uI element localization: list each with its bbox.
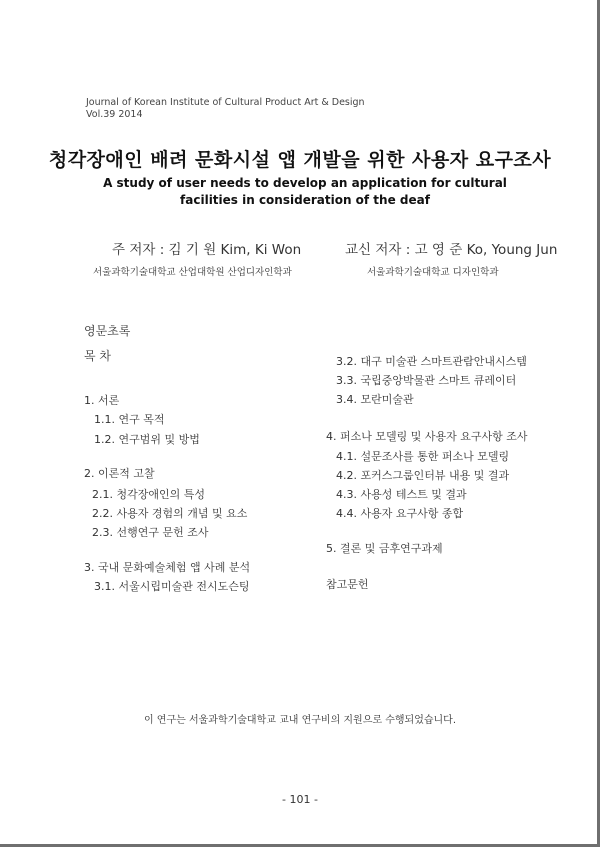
toc-item: 3.2. 대구 미술관 스마트관람안내시스템 <box>336 355 527 368</box>
toc-item: 3. 국내 문화예술체험 앱 사례 분석 <box>84 561 251 574</box>
toc-item: 4. 퍼소나 모델링 및 사용자 요구사항 조사 <box>326 430 528 443</box>
toc-item: 2. 이론적 고찰 <box>84 467 155 480</box>
toc-item: 참고문헌 <box>326 578 369 591</box>
toc-item: 1.1. 연구 목적 <box>94 413 165 426</box>
corresponding-author: 교신 저자 : 고 영 준 Ko, Young Jun <box>345 242 558 258</box>
page-number: - 101 - <box>282 793 318 806</box>
journal-volume: Vol.39 2014 <box>86 109 143 120</box>
toc-item: 3.4. 모란미술관 <box>336 393 414 406</box>
toc-item: 1. 서론 <box>84 394 120 407</box>
toc-item: 4.4. 사용자 요구사항 종합 <box>336 507 464 520</box>
toc-item: 4.2. 포커스그룹인터뷰 내용 및 결과 <box>336 469 510 482</box>
journal-name: Journal of Korean Institute of Cultural Product Art & Design <box>86 97 365 108</box>
toc-item: 3.3. 국립중앙박물관 스마트 큐레이터 <box>336 374 517 387</box>
main-author-affiliation: 서울과학기술대학교 산업대학원 산업디자인학과 <box>93 267 292 278</box>
abstract-label: 영문초록 <box>84 324 131 338</box>
toc-item: 2.1. 청각장애인의 특성 <box>92 488 205 501</box>
toc-right-column <box>326 348 556 648</box>
toc-item: 4.3. 사용성 테스트 및 결과 <box>336 488 467 501</box>
paper-title-korean: 청각장애인 배려 문화시설 앱 개발을 위한 사용자 요구조사 <box>48 149 552 171</box>
paper-title-english: A study of user needs to develop an application for cultural facilities in consideration of the deaf <box>103 176 507 207</box>
corresponding-author-affiliation: 서울과학기술대학교 디자인학과 <box>367 267 499 278</box>
toc-item: 4.1. 설문조사를 통한 퍼소나 모델링 <box>336 450 510 463</box>
journal-header <box>86 97 365 121</box>
funding-footnote: 이 연구는 서울과학기술대학교 교내 연구비의 지원으로 수행되었습니다. <box>143 715 457 726</box>
main-author: 주 저자 : 김 기 원 Kim, Ki Won <box>112 242 302 258</box>
toc-left-column <box>84 348 314 648</box>
toc-item: 3.1. 서울시립미술관 전시도슨팅 <box>94 580 250 593</box>
toc-title: 목 차 <box>84 349 111 363</box>
toc-item: 1.2. 연구범위 및 방법 <box>94 433 200 446</box>
toc-item: 5. 결론 및 금후연구과제 <box>326 542 443 555</box>
toc-item: 2.2. 사용자 경험의 개념 및 요소 <box>92 507 248 520</box>
toc-item: 2.3. 선행연구 문헌 조사 <box>92 526 209 539</box>
